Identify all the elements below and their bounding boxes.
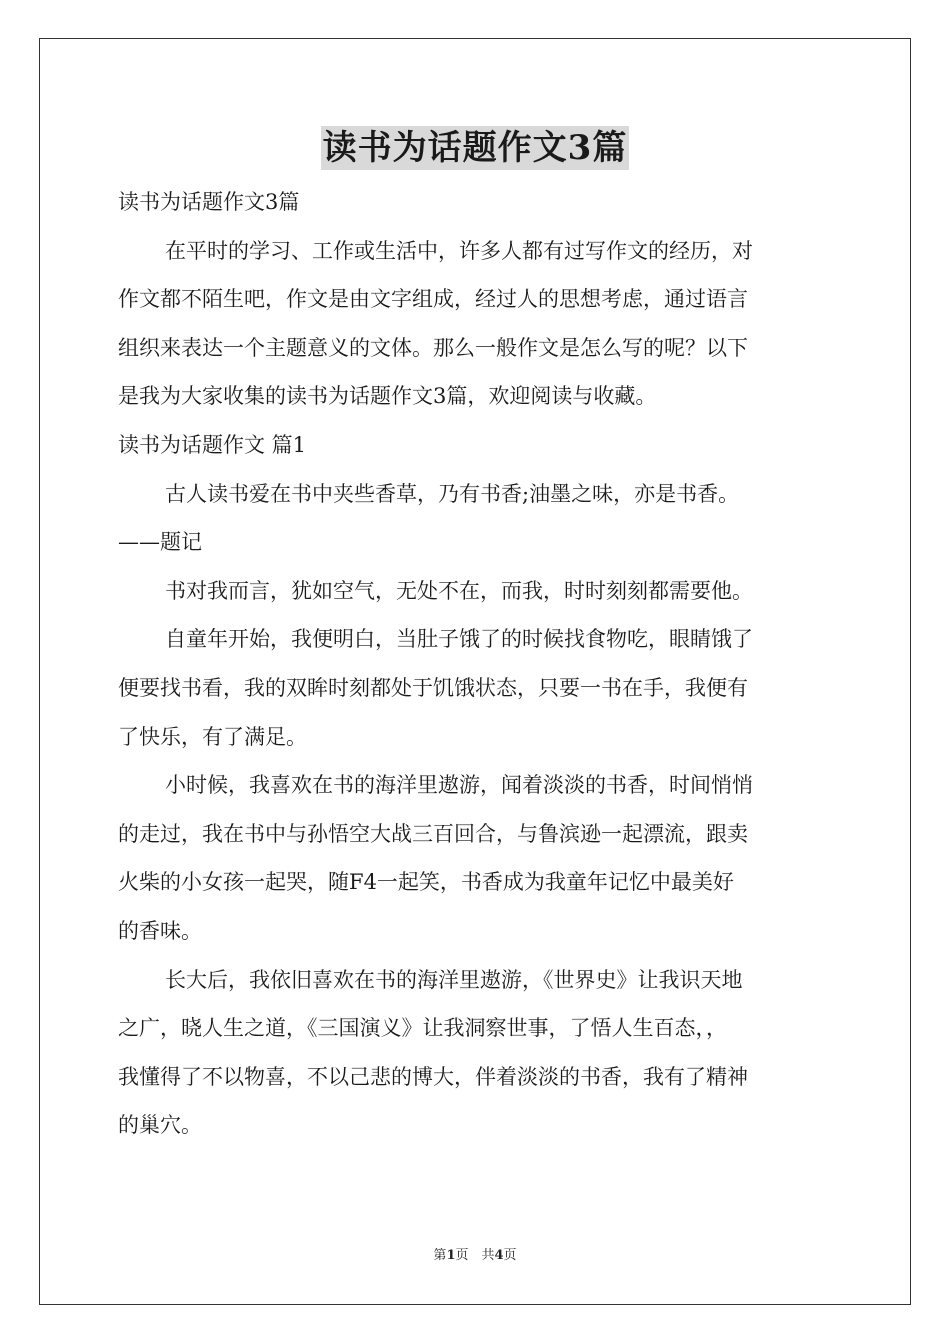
text-line: 小时候，我喜欢在书的海洋里遨游，闻着淡淡的书香，时间悄悄	[165, 773, 753, 798]
footer-suffix: 页	[503, 1248, 517, 1263]
text-line: 在平时的学习、工作或生活中，许多人都有过写作文的经历，对	[165, 238, 753, 263]
document-body	[118, 178, 832, 1150]
text-line: 古人读书爱在书中夹些香草，乃有书香;油墨之味，亦是书香。	[165, 481, 740, 506]
text-line: 组织来表达一个主题意义的文体。那么一般作文是怎么写的呢？以下	[118, 335, 748, 360]
text-line: 读书为话题作文3篇	[118, 190, 300, 214]
text-line: 便要找书看，我的双眸时刻都处于饥饿状态，只要一书在手，我便有	[118, 675, 748, 700]
title-container	[0, 126, 950, 170]
text-line: 的走过，我在书中与孙悟空大战三百回合，与鲁滨逊一起漂流，跟卖	[118, 821, 748, 846]
text-line: 的香味。	[118, 918, 202, 943]
text-line: 我懂得了不以物喜，不以己悲的博大，伴着淡淡的书香，我有了精神	[118, 1064, 748, 1089]
document-title: 读书为话题作文3篇	[322, 128, 628, 168]
text-line: 长大后，我依旧喜欢在书的海洋里遨游，《世界史》让我识天地	[165, 967, 743, 992]
text-line: 读书为话题作文 篇1	[118, 432, 307, 457]
text-line: ——题记	[118, 530, 202, 555]
text-line: 是我为大家收集的读书为话题作文3篇，欢迎阅读与收藏。	[118, 384, 657, 409]
text-line: 了快乐，有了满足。	[118, 724, 307, 749]
text-line: 书对我而言，犹如空气，无处不在，而我，时时刻刻都需要他。	[165, 578, 753, 603]
text-line: 自童年开始，我便明白，当肚子饿了的时候找食物吃，眼睛饿了	[165, 627, 753, 652]
footer-mid: 页 共	[455, 1248, 495, 1263]
page-footer	[0, 1247, 950, 1265]
text-line: 火柴的小女孩一起哭，随F4一起笑，书香成为我童年记忆中最美好	[118, 870, 734, 895]
text-line: 作文都不陌生吧，作文是由文字组成，经过人的思想考虑，通过语言	[118, 287, 748, 312]
footer-total-pages: 4	[494, 1248, 504, 1263]
text-line: 之广，晓人生之道，《三国演义》让我洞察世事，了悟人生百态，，	[118, 1016, 727, 1041]
footer-page-number: 1	[446, 1248, 456, 1263]
footer-prefix: 第	[433, 1248, 447, 1263]
text-line: 的巢穴。	[118, 1113, 202, 1138]
